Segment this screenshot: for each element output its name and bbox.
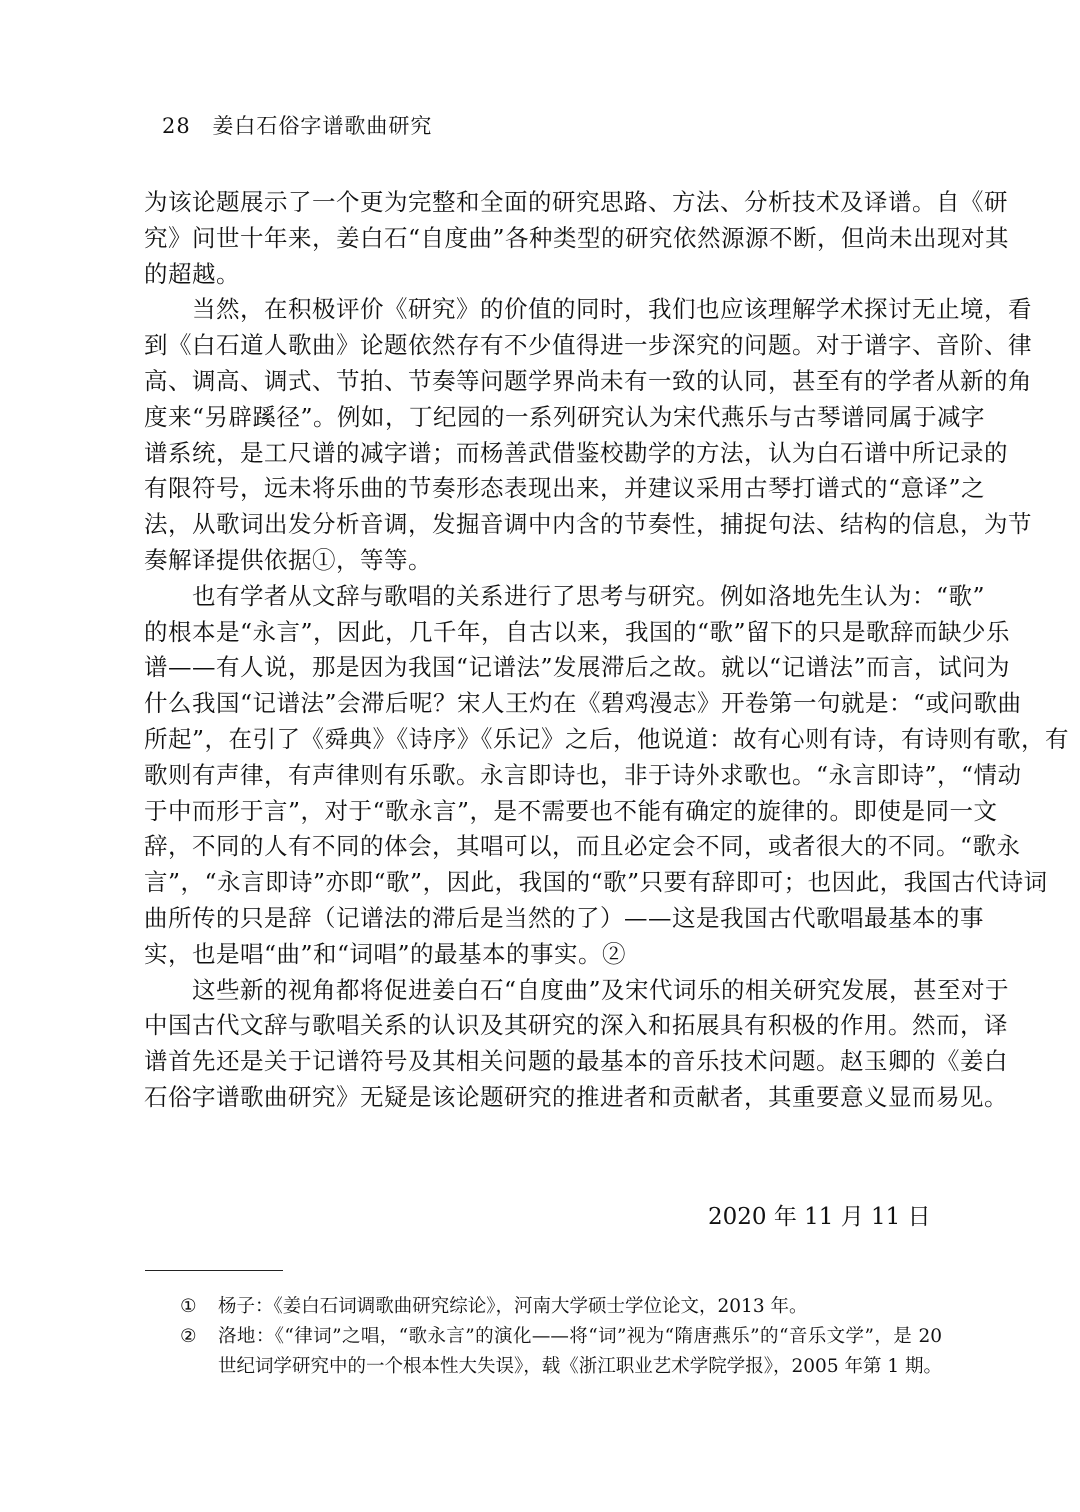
body-text [144,185,1070,1116]
page-number: 28 [162,114,191,138]
text-line: 于中而形于言”，对于“歌永言”，是不需要也不能有确定的旋律的。即使是同一文 [144,796,998,825]
footnote-line: 杨子：《姜白石词调歌曲研究综论》，河南大学硕士学位论文，2013 年。 [218,1296,808,1317]
text-line: 究》问世十年来，姜白石“自度曲”各种类型的研究依然源源不断，但尚未出现对其 [144,223,1010,252]
footnote [180,1292,942,1322]
footnote-line: 洛地：《“律词”之唱，“歌永言”的演化——将“词”视为“隋唐燕乐”的“音乐文学”，是 20 [218,1326,942,1347]
paragraph [144,292,1032,578]
book-title: 姜白石俗字谱歌曲研究 [212,114,433,138]
footnote [180,1322,942,1382]
text-line: 有限符号，远未将乐曲的节奏形态表现出来，并建议采用古琴打谱式的“意译”之 [144,474,986,503]
text-line: 实，也是唱“曲”和“词唱”的最基本的事实。② [144,939,627,968]
paragraph [144,579,1070,973]
paragraph [144,973,1010,1116]
footnote-text [218,1292,942,1322]
text-line: 也有学者从文辞与歌唱的关系进行了思考与研究。例如洛地先生认为：“歌” [144,581,986,610]
text-line: 到《白石道人歌曲》论题依然存有不少值得进一步深究的问题。对于谱字、音阶、律 [144,331,1032,360]
footnote-mark: ① [180,1296,197,1317]
text-line: 谱首先还是关于记谱符号及其相关问题的最基本的音乐技术问题。赵玉卿的《姜白 [144,1047,1008,1076]
text-line: 歌则有声律，有声律则有乐歌。永言即诗也，非于诗外求歌也。“永言即诗”，“情动 [144,760,1022,789]
footnote-text [218,1322,942,1382]
text-line: 为该论题展示了一个更为完整和全面的研究思路、方法、分析技术及译谱。自《研 [144,188,1008,216]
footnote-mark: ② [180,1326,197,1347]
footnote-line: 世纪词学研究中的一个根本性大失误》，载《浙江职业艺术学院学报》，2005 年第 1 期。 [218,1356,942,1377]
footnote-separator [145,1270,283,1271]
text-line: 谱系统，是工尺谱的减字谱；而杨善武借鉴校勘学的方法，认为白石谱中所记录的 [144,438,1008,467]
text-line: 曲所传的只是辞（记谱法的滞后是当然的了）——这是我国古代歌唱最基本的事 [144,903,984,932]
text-line: 言”，“永言即诗”亦即“歌”，因此，我国的“歌”只要有辞即可；也因此，我国古代诗词 [144,868,1048,897]
text-line: 法，从歌词出发分析音调，发掘音调中内含的节奏性，捕捉句法、结构的信息，为节 [144,510,1032,539]
text-line: 奏解译提供依据①，等等。 [144,545,432,574]
text-line: 什么我国“记谱法”会滞后呢？宋人王灼在《碧鸡漫志》开卷第一句就是：“或问歌曲 [144,689,1022,718]
text-line: 的根本是“永言”，因此，几千年，自古以来，我国的“歌”留下的只是歌辞而缺少乐 [144,617,1011,646]
text-line: 度来“另辟蹊径”。例如，丁纪园的一系列研究认为宋代燕乐与古琴谱同属于减字 [144,402,986,431]
date-line: 2020 年 11 月 11 日 [708,1204,931,1230]
text-line: 这些新的视角都将促进姜白石“自度曲”及宋代词乐的相关研究发展，甚至对于 [144,975,1010,1004]
text-line: 辞，不同的人有不同的体会，其唱可以，而且必定会不同，或者很大的不同。“歌永 [144,832,1021,861]
running-header [162,110,432,140]
text-line: 石俗字谱歌曲研究》无疑是该论题研究的推进者和贡献者，其重要意义显而易见。 [144,1082,1008,1111]
text-line: 谱——有人说，那是因为我国“记谱法”发展滞后之故。就以“记谱法”而言，试问为 [144,653,1011,682]
footnotes [180,1292,942,1382]
paragraph [144,185,1010,292]
text-line: 当然，在积极评价《研究》的价值的同时，我们也应该理解学术探讨无止境，看 [144,295,1032,324]
text-line: 所起”，在引了《舜典》《诗序》《乐记》之后，他说道：故有心则有诗，有诗则有歌，有 [144,724,1070,753]
text-line: 高、调高、调式、节拍、节奏等问题学界尚未有一致的认同，甚至有的学者从新的角 [144,366,1032,395]
text-line: 的超越。 [144,259,240,288]
text-line: 中国古代文辞与歌唱关系的认识及其研究的深入和拓展具有积极的作用。然而，译 [144,1011,1008,1040]
